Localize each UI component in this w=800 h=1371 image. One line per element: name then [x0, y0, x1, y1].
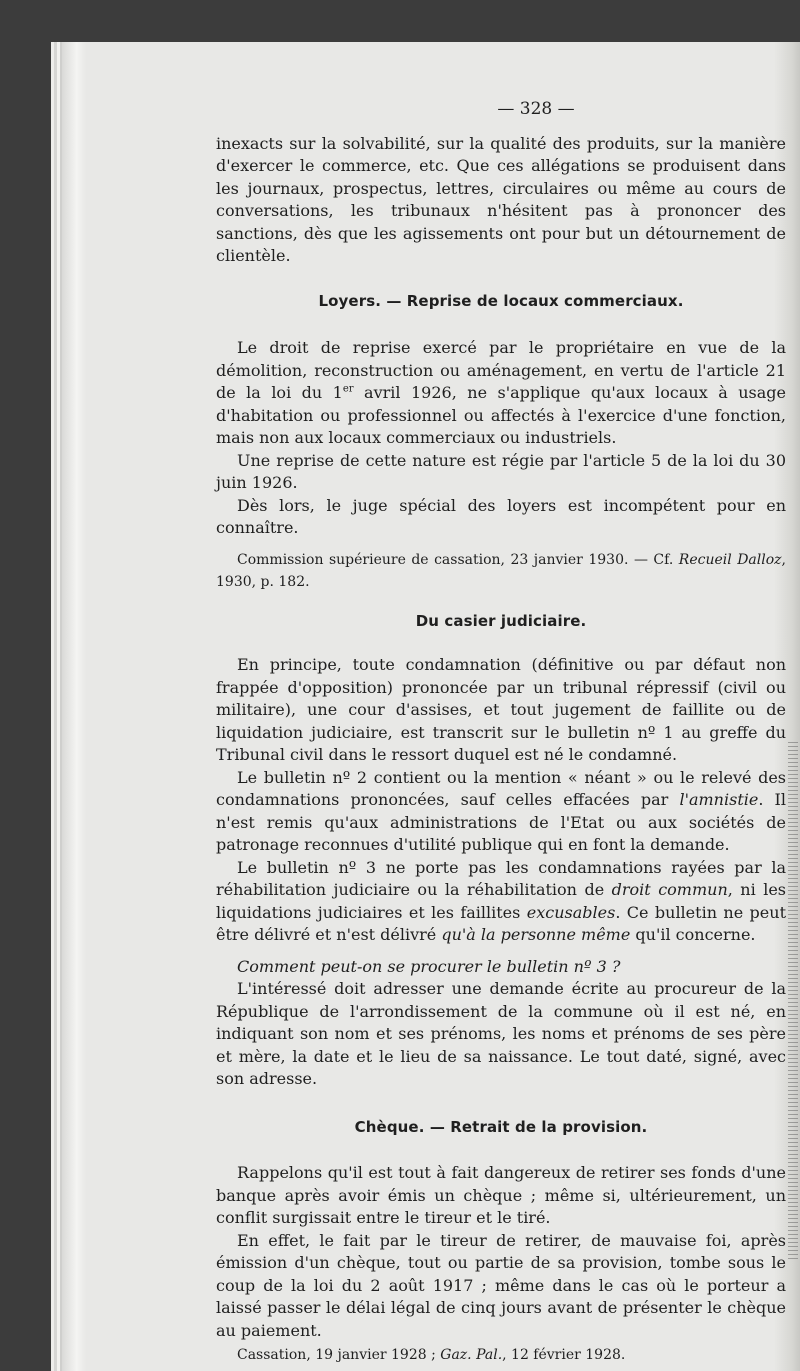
paragraph: L'intéressé doit adresser une demande écrite au procureur de la République de l'arrondissement de la commune où il est né, en indiquant son nom et ses prénoms, les noms et prénoms de ses père et mère, la date et le lieu de sa naissance. Le tout daté, signé, avec son adresse. — [216, 979, 786, 1088]
page-binding-shadow — [62, 42, 86, 1371]
paragraph: Le bulletin nº 3 ne porte pas les condamnations rayées par la réhabilitation judiciaire ou la réhabilitation de droit commun, ni les liquidations judiciaires et les faillites excusables. Ce bulletin ne peut être délivré et n'est délivré qu'à la personne même qu'il concerne. — [216, 857, 787, 944]
paragraph: Le bulletin nº 2 contient ou la mention « néant » ou le relevé des condamnations prononcées, sauf celles effacées par l'amnistie. Il n'est remis qu'aux administrations de l'Etat ou aux sociétés de patronage reconnues d'utilité publique qui en font la demande. — [216, 767, 786, 854]
section-heading-cheque: Chèque. — Retrait de la provision. — [354, 1117, 648, 1136]
paragraph: Le droit de reprise exercé par le propriétaire en vue de la démolition, reconstruction ou aménagement, en vertu de l'article 21 de la loi du 1er avril 1926, ne s'applique qu'aux locaux à usage d'habitation ou professionnel ou affectés à l'exercice d'une fonction, mais non aux locaux commerciaux ou industriels. — [216, 338, 786, 447]
citation: Cassation, 19 janvier 1928 ; Gaz. Pal., 12 février 1928. — [237, 1347, 626, 1363]
paragraph: En effet, le fait par le tireur de retirer, de mauvaise foi, après émission d'un chèque, tout ou partie de sa provision, tombe sous le coup de la loi du 2 août 1917 ; même dans le cas où le porteur a laissé passer le délai légal de cinq jours avant de présenter le chèque au paiement. — [216, 1230, 786, 1340]
page-number: — 328 — — [497, 99, 575, 119]
paragraph-continued: inexacts sur la solvabilité, sur la qualité des produits, sur la manière d'exercer le commerce, etc. Que ces allégations se produisent dans les journaux, prospectus, lettres, circulaires ou même au cours de conversations, les tribunaux n'hésitent pas à prononcer des sanctions, dès que les agissements ont pour but un détournement de clientèle. — [216, 133, 786, 265]
citation: Commission supérieure de cassation, 23 janvier 1930. — Cf. Recueil Dalloz, 1930, p. 182. — [216, 551, 786, 590]
paragraph: Rappelons qu'il est tout à fait dangereux de retirer ses fonds d'une banque après avoir émis un chèque ; même si, ultérieurement, un conflit surgissait entre le tireur et le tiré. — [216, 1163, 786, 1227]
question: Comment peut-on se procurer le bulletin nº 3 ? — [237, 956, 621, 976]
paragraph: Dès lors, le juge spécial des loyers est incompétent pour en connaître. — [216, 495, 786, 537]
paragraph: En principe, toute condamnation (définitive ou par défaut non frappée d'opposition) prononcée par un tribunal répressif (civil ou militaire), une cour d'assises, et tout jugement de faillite ou de liquidation judiciaire, est transcrit sur le bulletin nº 1 au greffe du Tribunal civil dans le ressort duquel est né le condamné. — [216, 655, 786, 764]
page-text — [216, 98, 786, 1367]
section-heading-casier: Du casier judiciaire. — [415, 611, 587, 630]
paragraph: Une reprise de cette nature est régie par l'article 5 de la loi du 30 juin 1926. — [216, 450, 786, 492]
ruler-marks — [788, 742, 798, 1262]
section-heading-loyers: Loyers. — Reprise de locaux commerciaux. — [318, 291, 684, 310]
